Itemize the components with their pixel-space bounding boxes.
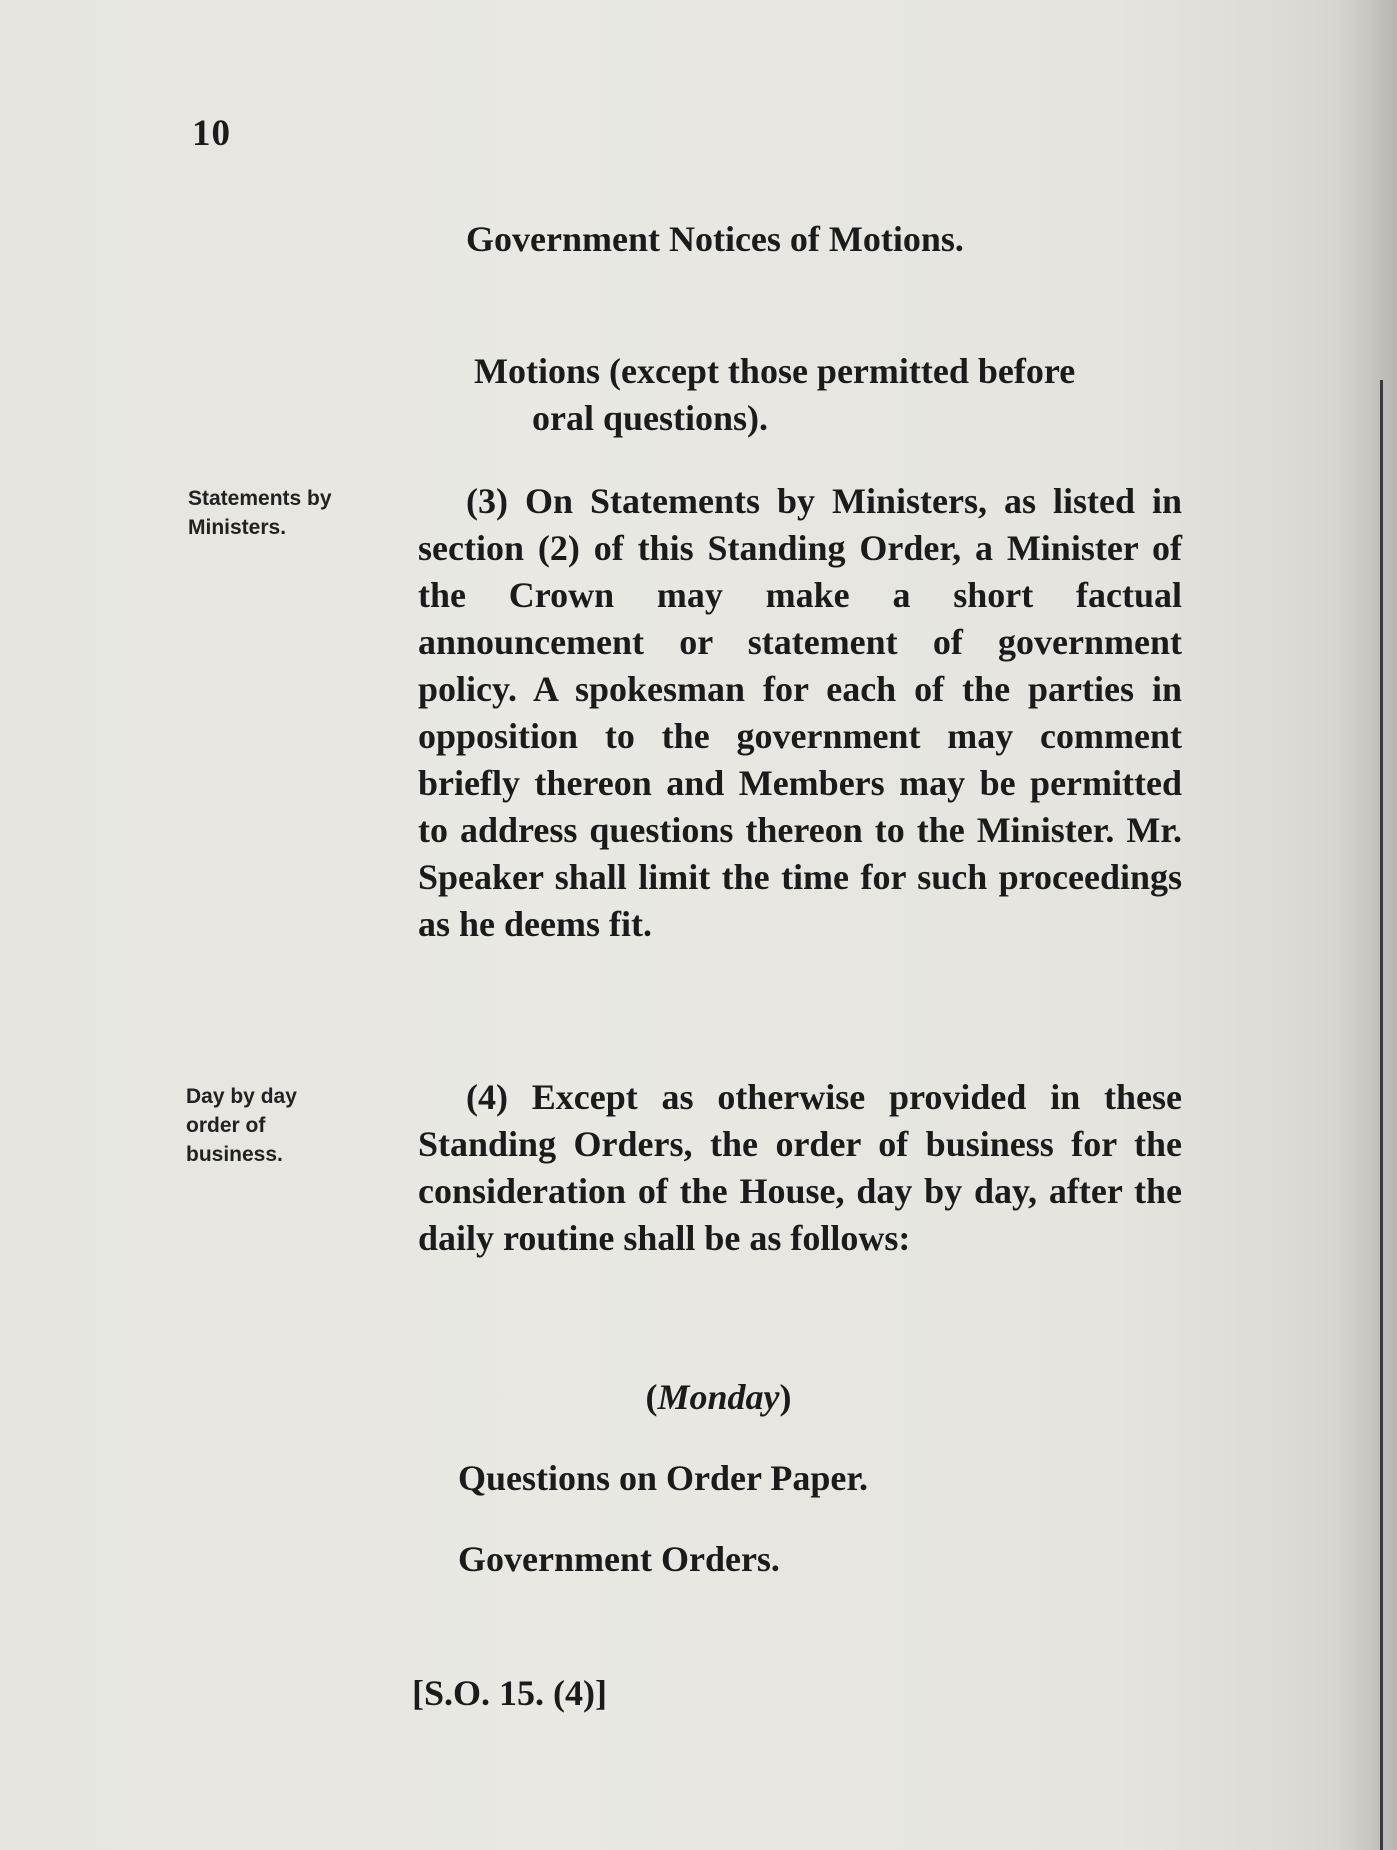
binding-shadow xyxy=(1337,0,1397,1850)
margin-note-statements xyxy=(188,484,332,542)
motions-line-1: Motions (except those permitted before xyxy=(474,351,1076,391)
day-paren-close: ) xyxy=(779,1377,792,1417)
motions-heading xyxy=(418,348,1218,442)
margin-note-line: Statements by xyxy=(188,487,332,510)
margin-note-line: order of xyxy=(186,1114,266,1137)
standing-order-reference: [S.O. 15. (4)] xyxy=(412,1673,607,1713)
order-item-government-orders: Government Orders. xyxy=(458,1539,780,1579)
day-heading xyxy=(0,1376,1397,1418)
page-edge-line xyxy=(1380,380,1383,1850)
order-item-questions: Questions on Order Paper. xyxy=(458,1458,869,1498)
page-number: 10 xyxy=(192,113,231,154)
day-paren-open: ( xyxy=(645,1377,658,1417)
paragraph-3: (3) On Statements by Ministers, as listed in section (2) of this Standing Order, a Minister of the Crown may make a short factual announcement or statement of government policy. A spokesman for each of the parties in opposition to the government may comment briefly thereon and Members may be permitted to address questions thereon to the Minister. Mr. Speaker shall limit the time for such proceedings as he deems fit. xyxy=(418,481,1182,944)
margin-note-line: business. xyxy=(186,1143,283,1166)
margin-note-line: Ministers. xyxy=(188,516,287,539)
day-name: Monday xyxy=(657,1377,780,1417)
section-heading: Government Notices of Motions. xyxy=(466,219,964,259)
margin-note-line: Day by day xyxy=(186,1085,297,1108)
motions-line-2: oral questions). xyxy=(532,398,769,438)
margin-note-day-by-day xyxy=(186,1082,297,1169)
paragraph-4: (4) Except as otherwise provided in these Standing Orders, the order of business for the consideration of the House, day by day, after the daily routine shall be as follows: xyxy=(418,1077,1182,1258)
